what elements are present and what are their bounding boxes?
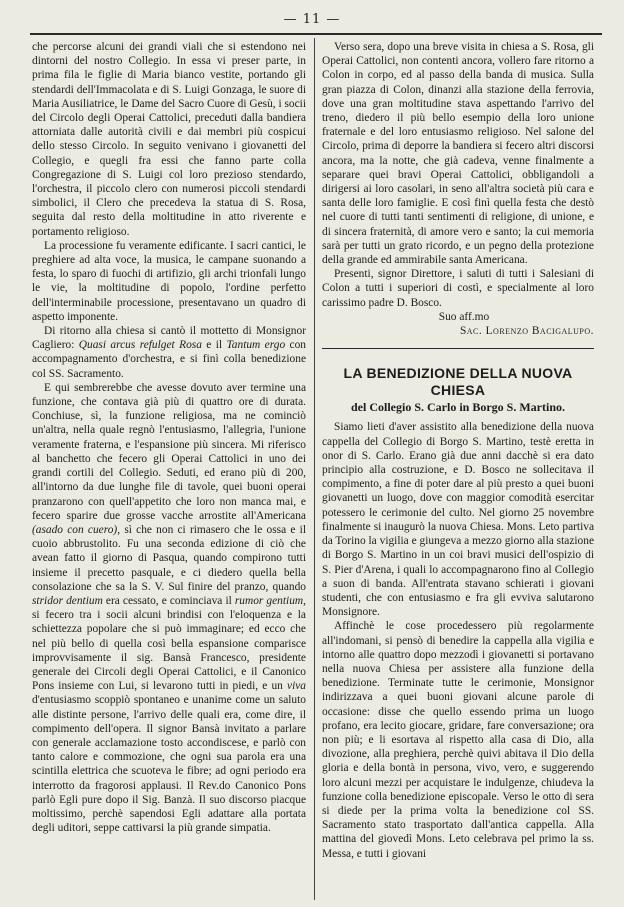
text-run: Di ritorno alla chiesa si cantò il mottetto di Monsignor Cagliero: [32, 325, 306, 352]
article-separator-rule [322, 348, 594, 349]
paragraph-chapel-inauguration: Siamo lieti d'aver assistito alla benedizione della nuova cappella del Collegio di Borgo S. Martino, testè eretta in onor di S. Carlo. Erano già due anni dacchè si era dato principio alla costruzione, e D. Bosco ne sollecitava il compimento, a fine di poter dare al più presto a quei buoni giovanetti un luogo, dove con maggior comodità esercitar potessero le cerimonie del culto. Nel giorno 25 novembre finalmente si inaugurò la nuova Chiesa. Mons. Leto partiva da Torino la vigilia e giungeva a mezzo giorno alla stazione di Borgo S. Martino in un coi bravi musici dell'ospizio di S. Pier d'Arena, i quali lo accompagnarono fino al Collegio a suon di banda. All'entrata stavano schierati i giovani studenti, che con entusiasmo e fra gli evviva salutarono Monsignore. [322, 421, 594, 619]
header-rule [30, 33, 602, 35]
paragraph-procession-participants: che percorse alcuni dei grandi viali che si estendono nei dintorni del nostro Collegio. In essa vi preser parte, in prima fila le figlie di Maria bianco vestite, portando gli stendardi dell'Immacolata e di S. Luigi Gonzaga, le suore di Maria Ausiliatrice, le Dame del Sacro Cuore di Gesù, i socii del Circolo degli Operai Cattolici, preceduti dalla bandiera attorniata dalle autorità civili e dai membri più cospicui dello stesso Circolo. In seguito venivano i giovanetti del Collegio, e quegli fra essi che fanno parte colla Congregazione di S. Luigi col loro prezioso stendardo, l'orchestra, il piccolo clero con numerosi piccoli stendardi simbolici, il Clero che precedeva la statua di S. Rosa, seguita dal resto della moltitudine in atto riverente e portamento religioso. [32, 41, 306, 238]
letter-closing: Suo aff.mo [438, 310, 490, 323]
italic-rumor-gentium: rumor gentium [234, 594, 304, 607]
text-run: d'entusiasmo scoppiò spontaneo e unanime come un saluto alle distinte persone, l'arrivo delle quali era, come dire, il compimento dell'opera. Il signor Bansà invitato a parlare con generale acclamazione tosto accondiscese, e parlò con tanto calore e commozione, che ogni sua parola era una scintilla elettrica che scuoteva le fibre; ad ogni periodo era interrotto da fragorosi applausi. Il Rev.do Canonico Pons parlò Egli pure dopo il Sig. Banzà. Il suo discorso piacque moltissimo, perchè sapendosi Egli adattare alla portata degli uditori, seppe cattivarsi la più grande simpatia. [32, 694, 306, 835]
paragraph-chapel-blessing: Affinchè le cose procedessero più regolarmente all'indomani, si pensò di benedire la cappella alla vigilia e intorno alle quattro dopo mezzodì i giovanetti si portavano nella nuova Chiesa per assistere alla funzione della benedizione. Terminate tutte le cerimonie, Monsignor indirizzava a quei buoni giovani alcune parole di occasione: disse che quello essendo prima un luogo profano, era lecito giocare, gridare, fare conversazione; ora non più; e li esortava al rispetto alla casa di Dio, alla divozione, alla preghiera, perchè quivi abitava il Dio della gloria e della bontà in persona, vivo, vero, e suggerendo loro alcuni mezzi per acquistare le indulgenze, chiudeva la funzione colla benedizione episcopale. Verso le otto di sera si diede per la prima volta la benedizione col SS. Sacramento stato trasportato dall'antica cappella. Alla mattina del giovedì Mons. Leto celebrava pel primo la ss. Messa, e tutti i giovani [322, 620, 594, 860]
letter-signature: Sac. Lorenzo Bacigalupo. [459, 325, 594, 338]
italic-motet-title: Quasi arcus refulget Rosa [78, 339, 202, 352]
text-run: e il [201, 339, 227, 352]
page-number: — 11 — [283, 12, 341, 27]
paragraph-evening-return: Verso sera, dopo una breve visita in chiesa a S. Rosa, gli Operai Cattolici, non contenti ancora, vollero fare ritorno a Colon in corpo, ed al passo della banda di musica. Sulla gran piazza di Colon, dinanzi alla stazione della ferrovia, dove una gran moltitudine stava aspettando l'arrivo del treno, diedero il più bello esempio della loro unione fraternale e del loro entusiasmo religioso. Nel salone del Circolo, prima di deporre la bandiera si fecero altri discorsi ancora, ma la notte, che già cadeva, venne finalmente a separare quei bravi Operai Cattolici, obbligandoli a dirigersi ai loro casolari, in seno all'altra società più cara e santa delle loro famiglie. E così finì quella festa che destò nel cuore di tutti tanti sentimenti di religione, di unione, e di sincera fraternità, di amore vero e santo; la cui memoria sarà per tutti un grato ricordo, e un pegno della protezione della grande ed ammirabile santa Americana. [322, 41, 594, 267]
paragraph-banquet [32, 381, 306, 836]
paragraph-greetings: Presenti, signor Direttore, i saluti di tutti i Salesiani di Colon a tutti i superiori di costì, e specialmente al loro carissimo padre D. Bosco. [322, 268, 594, 309]
left-column [32, 40, 306, 835]
column-divider [314, 38, 315, 900]
article-title: LA BENEDIZIONE DELLA NUOVA CHIESA [343, 365, 573, 399]
text-run: con accompagnamento d'orchestra, e si finì colla benedizione col SS. Sacramento. [32, 339, 306, 380]
italic-asado: (asado con cuero) [32, 523, 118, 536]
right-column [322, 40, 594, 861]
paragraph-return-to-church [32, 324, 306, 381]
article-subtitle: del Collegio S. Carlo in Borgo S. Martino. [351, 400, 565, 415]
text-run: , sì che non ci rimasero che le ossa e il cuoio abbrustolito. Fu una seconda edizione di ciò che avean fatto il giorno di Pasqua, quando compirono tutti insieme il precetto pasquale, e ci diedero quella bella consolazione che sa la S. V. Sul finire del pranzo, quando [32, 523, 306, 593]
text-run: era cessato, e cominciava il [102, 594, 235, 607]
text-run: E qui sembrerebbe che avesse dovuto aver termine una funzione, che contava già più di quattro ore di durata. Conchiuse, sì, la funzione religiosa, ma ne cominciò un'altra, nella quale regnò l'entusiasmo, l'allegria, l'unione veramente fraterna, e l'espansione più sincera. Mi riferisco al banchetto che fecero gli Operai Cattolici in uno dei grandi cortili del Collegio. Seduti, ed erano più di 200, all'intorno da due lunghe file di tavole, quei buoni operai pranzarono con quell'appetito che loro non manca mai, e fecero sparire due grosse vacche arrostite all'Americana [32, 381, 306, 522]
italic-viva: viva [287, 680, 306, 693]
italic-tantum-ergo: Tantum ergo [226, 339, 286, 352]
italic-stridor-dentium: stridor dentium [32, 594, 103, 607]
text-run: , si fecero tra i socii alcuni brindisi con l'eloquenza e la schiettezza popolare che si può immaginare; ed ecco che nel più bello di quella così bella espansione comparisce improvvisamente il sig. Bansà Francesco, presidente generale dei Circoli degli Operai Cattolici, e il Canonico Pons insieme con Lui, si levarono tutti in piedi, e un [32, 594, 306, 693]
paragraph-procession-edifying: La processione fu veramente edificante. I sacri cantici, le preghiere ad alta voce, la musica, le campane suonando a festa, lo sparo di fuochi di artifizio, gli archi trionfali lungo le vie, la moltitudine di popolo, l'ordine perfetto dell'interminabile processione, presentavano un quadro di aspetto imponente. [32, 239, 306, 323]
